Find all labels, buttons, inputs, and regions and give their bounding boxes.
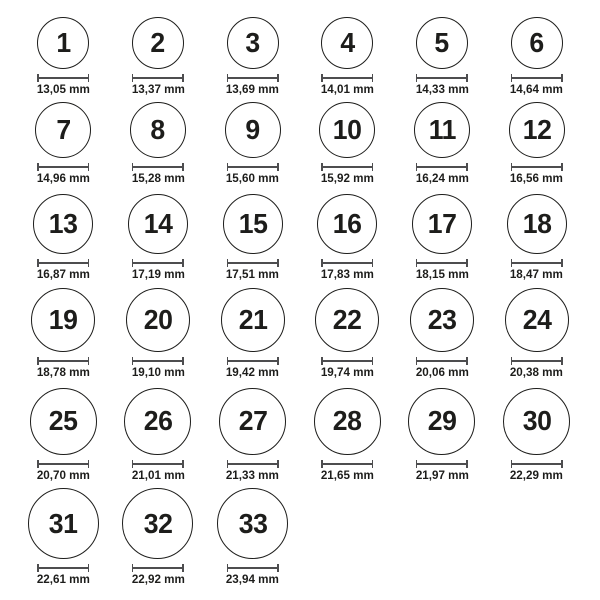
ring-circle	[412, 194, 472, 254]
measure-bar	[132, 360, 184, 362]
measure-line	[37, 163, 89, 171]
ring-size-number: 32	[143, 507, 173, 539]
measure-bar	[227, 77, 279, 79]
measure-bar	[511, 262, 563, 264]
diameter-label: 22,61 mm	[36, 572, 90, 586]
ring-size-number: 13	[49, 207, 78, 239]
diameter-label: 13,37 mm	[131, 81, 185, 96]
ring-circle	[511, 17, 563, 69]
ring-size-cell	[205, 102, 300, 191]
diameter-label: 18,15 mm	[415, 266, 469, 281]
measure-left-tick	[511, 460, 513, 468]
measure-bar	[321, 463, 373, 465]
ring-size-number: 8	[150, 114, 166, 145]
ring-size-number: 6	[529, 26, 544, 58]
diameter-label: 13,05 mm	[36, 81, 90, 96]
measure-bar	[321, 77, 373, 79]
ring-size-cell	[205, 385, 300, 488]
ring-size-cell	[205, 12, 300, 102]
measure-line	[37, 564, 89, 572]
measure-bar	[511, 360, 563, 362]
measure-right-tick	[88, 163, 90, 171]
ring-size-cell	[300, 102, 395, 191]
ring-size-number: 30	[522, 405, 551, 437]
measure-bar	[227, 567, 279, 569]
diameter-label: 21,97 mm	[415, 467, 469, 482]
measure-line	[511, 259, 563, 267]
ring-circle	[225, 102, 281, 158]
ring-size-number: 33	[238, 507, 267, 539]
ring-size-number: 4	[340, 26, 355, 58]
measure-right-tick	[372, 74, 374, 82]
measure-right-tick	[277, 357, 279, 365]
diameter-label: 21,33 mm	[226, 467, 280, 482]
ring-circle	[507, 194, 567, 254]
ring-size-number: 18	[522, 207, 551, 239]
measure-right-tick	[561, 357, 563, 365]
measure-bar	[37, 262, 89, 264]
diameter-label: 15,92 mm	[320, 171, 374, 185]
measure-line	[227, 564, 279, 572]
ring-circle	[321, 17, 373, 69]
measure-line	[37, 357, 89, 365]
measure-bar	[227, 360, 279, 362]
measure-line	[321, 259, 373, 267]
diameter-label: 18,78 mm	[36, 364, 90, 379]
measure-bar	[511, 166, 563, 168]
measure-right-tick	[182, 564, 184, 572]
measure-bar	[416, 463, 468, 465]
measure-bar	[132, 166, 184, 168]
ring-size-cell	[395, 191, 490, 287]
ring-size-number: 16	[332, 207, 362, 239]
measure-bar	[416, 166, 468, 168]
ring-size-cell	[205, 191, 300, 287]
ring-size-cell	[489, 385, 584, 488]
measure-left-tick	[132, 259, 134, 267]
measure-line	[227, 259, 279, 267]
measure-left-tick	[321, 259, 323, 267]
chart-row	[16, 12, 584, 102]
diameter-label: 13,69 mm	[226, 81, 280, 96]
measure-line	[227, 163, 279, 171]
ring-size-cell	[16, 12, 111, 102]
diameter-label: 21,01 mm	[131, 467, 185, 482]
ring-size-cell	[111, 287, 206, 385]
measure-bar	[132, 77, 184, 79]
ring-size-cell	[16, 102, 111, 191]
ring-size-cell	[300, 385, 395, 488]
measure-left-tick	[132, 74, 134, 82]
chart-row	[16, 102, 584, 191]
ring-size-number: 29	[427, 405, 457, 437]
ring-size-cell	[395, 102, 490, 191]
measure-line	[132, 259, 184, 267]
ring-size-number: 7	[56, 114, 71, 145]
measure-bar	[37, 166, 89, 168]
measure-bar	[227, 262, 279, 264]
measure-left-tick	[37, 460, 39, 468]
ring-circle	[503, 388, 570, 455]
measure-bar	[227, 463, 279, 465]
ring-size-cell	[489, 191, 584, 287]
measure-left-tick	[511, 74, 513, 82]
measure-right-tick	[88, 460, 90, 468]
ring-circle	[33, 194, 93, 254]
diameter-label: 17,51 mm	[226, 266, 280, 281]
measure-left-tick	[37, 163, 39, 171]
ring-size-cell	[489, 12, 584, 102]
diameter-label: 20,70 mm	[36, 467, 90, 482]
ring-size-number: 20	[143, 303, 173, 335]
measure-right-tick	[466, 163, 468, 171]
ring-circle	[30, 388, 97, 455]
ring-size-number: 5	[434, 26, 450, 58]
ring-circle	[219, 388, 286, 455]
diameter-label: 23,94 mm	[226, 572, 280, 586]
measure-left-tick	[227, 357, 229, 365]
measure-right-tick	[182, 259, 184, 267]
ring-size-number: 12	[522, 114, 551, 145]
measure-left-tick	[227, 163, 229, 171]
measure-right-tick	[561, 74, 563, 82]
measure-right-tick	[561, 460, 563, 468]
ring-circle	[410, 288, 474, 352]
measure-left-tick	[37, 74, 39, 82]
ring-size-number: 2	[150, 26, 166, 58]
measure-left-tick	[321, 163, 323, 171]
ring-circle	[124, 388, 191, 455]
diameter-label: 20,06 mm	[415, 364, 469, 379]
measure-bar	[37, 567, 89, 569]
measure-left-tick	[416, 74, 418, 82]
measure-left-tick	[227, 460, 229, 468]
ring-size-cell	[205, 287, 300, 385]
measure-bar	[511, 463, 563, 465]
measure-left-tick	[132, 460, 134, 468]
ring-size-cell	[111, 191, 206, 287]
measure-right-tick	[561, 163, 563, 171]
diameter-label: 17,83 mm	[320, 266, 374, 281]
ring-size-cell	[205, 488, 300, 600]
diameter-label: 14,33 mm	[415, 81, 469, 96]
ring-size-number: 9	[245, 114, 260, 145]
measure-left-tick	[227, 564, 229, 572]
measure-bar	[37, 463, 89, 465]
ring-size-number: 25	[49, 405, 78, 437]
measure-line	[37, 460, 89, 468]
ring-size-cell	[395, 385, 490, 488]
ring-circle	[28, 488, 99, 559]
measure-line	[227, 357, 279, 365]
measure-left-tick	[321, 357, 323, 365]
ring-circle	[122, 488, 193, 559]
chart-row	[16, 385, 584, 488]
measure-left-tick	[416, 163, 418, 171]
diameter-label: 16,87 mm	[36, 266, 90, 281]
diameter-label: 16,24 mm	[415, 171, 469, 185]
ring-circle	[130, 102, 186, 158]
diameter-label: 16,56 mm	[510, 171, 564, 185]
ring-circle	[223, 194, 283, 254]
measure-right-tick	[88, 357, 90, 365]
ring-size-cell	[111, 488, 206, 600]
measure-left-tick	[132, 163, 134, 171]
measure-line	[37, 74, 89, 82]
ring-size-number: 21	[238, 303, 267, 335]
measure-right-tick	[88, 564, 90, 572]
measure-right-tick	[372, 460, 374, 468]
diameter-label: 17,19 mm	[131, 266, 185, 281]
ring-size-number: 24	[522, 303, 551, 335]
diameter-label: 20,38 mm	[510, 364, 564, 379]
ring-size-cell	[395, 12, 490, 102]
measure-bar	[132, 567, 184, 569]
measure-line	[416, 357, 468, 365]
ring-circle	[31, 288, 95, 352]
diameter-label: 22,29 mm	[510, 467, 564, 482]
ring-size-number: 17	[427, 207, 457, 239]
ring-circle	[315, 288, 379, 352]
diameter-label: 21,65 mm	[320, 467, 374, 482]
measure-line	[511, 357, 563, 365]
ring-size-number: 14	[143, 207, 173, 239]
measure-bar	[321, 360, 373, 362]
measure-left-tick	[511, 259, 513, 267]
measure-left-tick	[511, 163, 513, 171]
measure-line	[511, 74, 563, 82]
measure-bar	[132, 463, 184, 465]
ring-size-number: 26	[143, 405, 173, 437]
measure-right-tick	[88, 74, 90, 82]
measure-line	[132, 357, 184, 365]
measure-bar	[37, 360, 89, 362]
measure-right-tick	[466, 74, 468, 82]
measure-left-tick	[37, 564, 39, 572]
measure-left-tick	[321, 460, 323, 468]
ring-size-cell	[111, 12, 206, 102]
measure-line	[227, 74, 279, 82]
chart-row	[16, 191, 584, 287]
ring-size-number: 31	[49, 507, 78, 539]
measure-line	[416, 74, 468, 82]
ring-size-cell	[395, 287, 490, 385]
ring-size-number: 19	[49, 303, 78, 335]
ring-circle	[227, 17, 279, 69]
ring-size-number: 28	[332, 405, 362, 437]
diameter-label: 14,01 mm	[320, 81, 374, 96]
measure-left-tick	[416, 259, 418, 267]
diameter-label: 18,47 mm	[510, 266, 564, 281]
measure-line	[132, 163, 184, 171]
measure-bar	[321, 166, 373, 168]
ring-circle	[221, 288, 285, 352]
measure-left-tick	[132, 357, 134, 365]
ring-circle	[408, 388, 475, 455]
ring-size-cell	[16, 488, 111, 600]
measure-line	[321, 74, 373, 82]
ring-size-number: 15	[238, 207, 267, 239]
diameter-label: 15,28 mm	[131, 171, 185, 185]
ring-size-cell	[300, 287, 395, 385]
measure-bar	[132, 262, 184, 264]
ring-circle	[35, 102, 91, 158]
measure-line	[132, 74, 184, 82]
ring-circle	[37, 17, 89, 69]
measure-left-tick	[132, 564, 134, 572]
ring-circle	[132, 17, 184, 69]
measure-left-tick	[321, 74, 323, 82]
measure-right-tick	[277, 564, 279, 572]
measure-right-tick	[277, 74, 279, 82]
measure-left-tick	[37, 357, 39, 365]
measure-right-tick	[372, 259, 374, 267]
measure-bar	[321, 262, 373, 264]
measure-line	[227, 460, 279, 468]
measure-bar	[37, 77, 89, 79]
ring-circle	[314, 388, 381, 455]
ring-circle	[414, 102, 470, 158]
ring-size-cell	[111, 385, 206, 488]
measure-line	[321, 163, 373, 171]
diameter-label: 19,10 mm	[131, 364, 185, 379]
measure-left-tick	[227, 74, 229, 82]
measure-bar	[416, 262, 468, 264]
diameter-label: 14,96 mm	[36, 171, 90, 185]
measure-right-tick	[466, 460, 468, 468]
diameter-label: 22,92 mm	[131, 572, 185, 586]
ring-circle	[128, 194, 188, 254]
ring-size-number: 3	[245, 26, 260, 58]
measure-right-tick	[182, 163, 184, 171]
diameter-label: 14,64 mm	[510, 81, 564, 96]
measure-line	[132, 460, 184, 468]
measure-bar	[416, 77, 468, 79]
measure-right-tick	[466, 357, 468, 365]
empty-cell	[489, 488, 584, 600]
ring-circle	[126, 288, 190, 352]
measure-right-tick	[372, 357, 374, 365]
ring-circle	[416, 17, 468, 69]
ring-circle	[217, 488, 288, 559]
ring-size-cell	[16, 191, 111, 287]
ring-size-number: 11	[428, 114, 456, 145]
ring-size-number: 1	[56, 26, 71, 58]
measure-right-tick	[277, 163, 279, 171]
measure-left-tick	[416, 357, 418, 365]
measure-right-tick	[182, 74, 184, 82]
measure-bar	[416, 360, 468, 362]
measure-bar	[227, 166, 279, 168]
diameter-label: 19,74 mm	[320, 364, 374, 379]
measure-line	[321, 357, 373, 365]
measure-right-tick	[277, 460, 279, 468]
ring-size-cell	[111, 102, 206, 191]
empty-cell	[395, 488, 490, 600]
ring-size-cell	[489, 102, 584, 191]
ring-circle	[509, 102, 565, 158]
measure-right-tick	[466, 259, 468, 267]
measure-right-tick	[182, 357, 184, 365]
measure-line	[511, 163, 563, 171]
measure-bar	[511, 77, 563, 79]
measure-right-tick	[88, 259, 90, 267]
diameter-label: 15,60 mm	[226, 171, 280, 185]
ring-size-cell	[489, 287, 584, 385]
measure-line	[416, 259, 468, 267]
ring-size-number: 23	[427, 303, 457, 335]
measure-left-tick	[37, 259, 39, 267]
ring-size-number: 27	[238, 405, 267, 437]
measure-right-tick	[561, 259, 563, 267]
measure-line	[321, 460, 373, 468]
measure-right-tick	[277, 259, 279, 267]
measure-line	[132, 564, 184, 572]
chart-row	[16, 488, 584, 600]
empty-cell	[300, 488, 395, 600]
chart-row	[16, 287, 584, 385]
ring-size-number: 10	[332, 114, 362, 145]
measure-left-tick	[416, 460, 418, 468]
ring-size-cell	[300, 12, 395, 102]
ring-size-number: 22	[332, 303, 362, 335]
diameter-label: 19,42 mm	[226, 364, 280, 379]
measure-left-tick	[227, 259, 229, 267]
measure-left-tick	[511, 357, 513, 365]
measure-right-tick	[182, 460, 184, 468]
ring-circle	[319, 102, 375, 158]
ring-circle	[505, 288, 569, 352]
measure-line	[416, 460, 468, 468]
ring-size-cell	[300, 191, 395, 287]
ring-size-cell	[16, 287, 111, 385]
measure-line	[416, 163, 468, 171]
ring-size-cell	[16, 385, 111, 488]
measure-line	[37, 259, 89, 267]
measure-line	[511, 460, 563, 468]
ring-circle	[317, 194, 377, 254]
measure-right-tick	[372, 163, 374, 171]
